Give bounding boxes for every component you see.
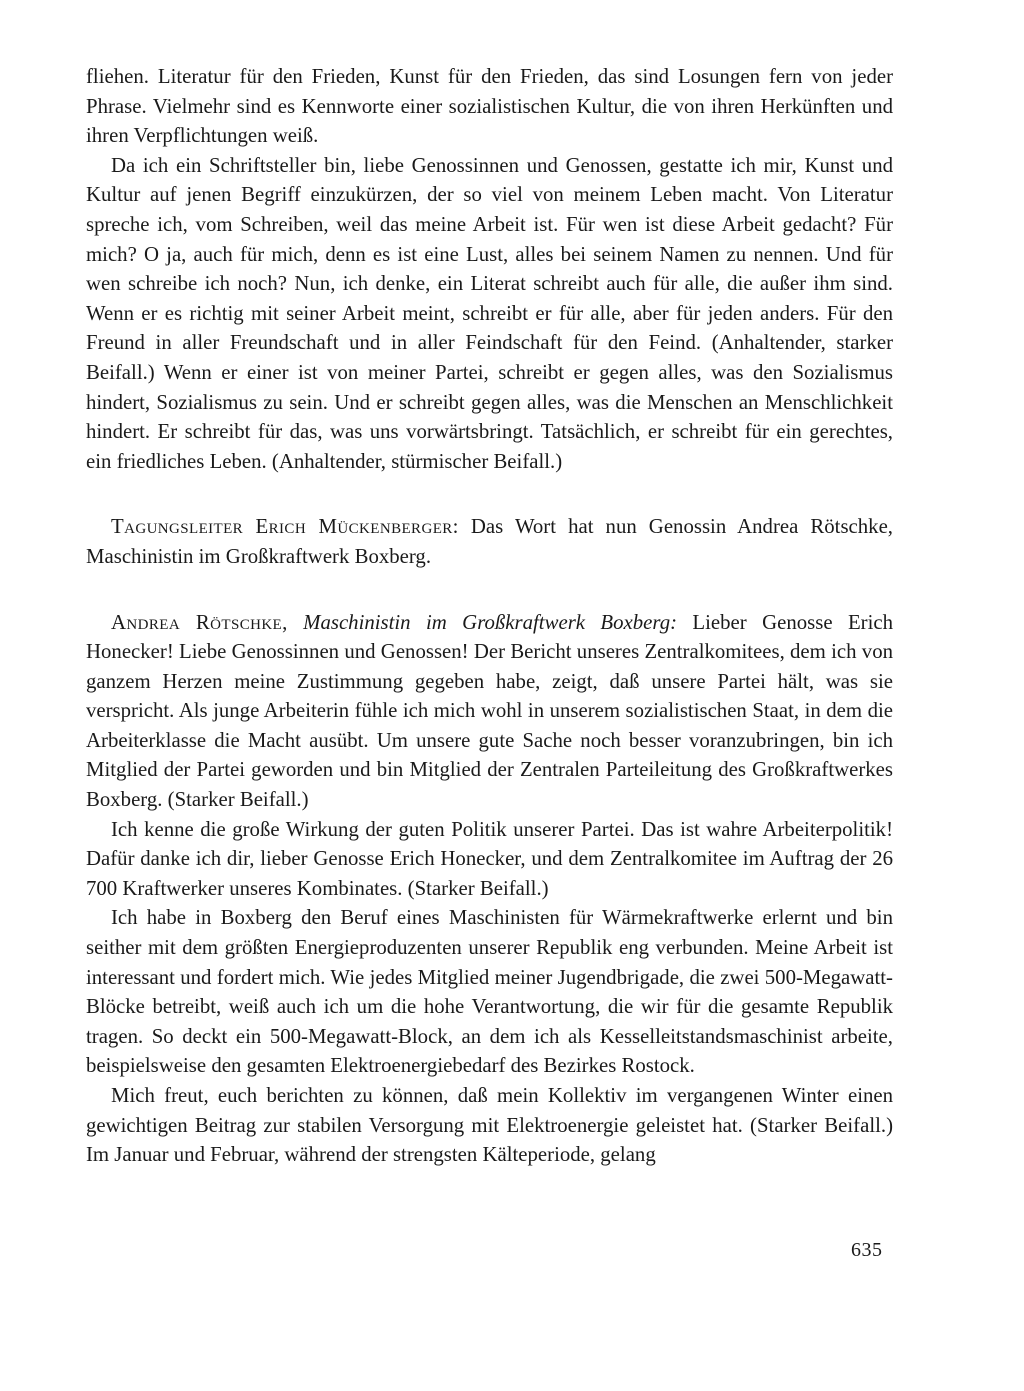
paragraph-continuation: fliehen. Literatur für den Frieden, Kunst für den Frieden, das sind Losungen fern von jeder Phrase. Vielmehr sind es Kennworte einer sozialistischen Kultur, die von ihren Herkünften und ihren Verpflichtungen weiß. <box>86 65 893 148</box>
paragraph-winter: Mich freut, euch berichten zu können, daß mein Kollektiv im vergangenen Winter einen gewichtigen Beitrag zur stabilen Versorgung mit Elektroenergie geleistet hat. (Starker Beifall.) Im Januar und Februar, während der strengsten Kälteperiode, gelang <box>86 1084 893 1167</box>
chair-announcement-text: Das Wort hat nun Genossin Andrea Rötschke, Maschinistin im Großkraftwerk Boxberg. <box>86 515 894 568</box>
paragraph-politics: Ich kenne die große Wirkung der guten Politik unserer Partei. Das ist wahre Arbeiterpolitik! Dafür danke ich dir, lieber Genosse Erich Honecker, und dem Zentralkomitee im Auftrag der 26 700 Kraftwerker unseres Kombinates. (Starker Beifall.) <box>86 817 893 900</box>
paragraph-writer: Da ich ein Schriftsteller bin, liebe Genossinnen und Genossen, gestatte ich mir, Kunst und Kultur auf jenen Begriff einzukürzen, der so viel von meinem Leben macht. Von Literatur spreche ich, vom Schreiben, weil das meine Arbeit ist. Für wen ist diese Arbeit gedacht? Für mich? O ja, auch für mich, denn es ist eine Lust, alles bei seinem Namen zu nennen. Und für wen schreibe ich noch? Nun, ich denke, ein Literat schreibt auch für alle, die außer ihm sind. Wenn er es richtig mit seiner Arbeit meint, schreibt er für alle, aber für jeden anders. Für den Freund in aller Freundschaft und in aller Feindschaft für den Feind. (Anhaltender, starker Beifall.) Wenn er einer ist von meiner Partei, schreibt er gegen alles, was den Sozialismus hindert, Sozialismus zu sein. Und er schreibt gegen alles, was die Menschen an Menschlichkeit hindert. Er schreibt für das, was uns vorwärtsbringt. Tatsächlich, er schreibt für ein gerechtes, ein friedliches Leben. (Anhaltender, stürmischer Beifall.) <box>86 153 893 473</box>
document-page <box>86 62 893 1170</box>
chair-speaker-name: Tagungsleiter Erich Mückenberger: <box>111 515 459 539</box>
speaker-name: Andrea Rötschke, <box>111 610 288 634</box>
page-number: 635 <box>851 1239 883 1261</box>
speaker-role: Maschinistin im Großkraftwerk Boxberg: <box>287 610 678 634</box>
speech-opening <box>86 608 893 815</box>
paragraph-boxberg: Ich habe in Boxberg den Beruf eines Maschinisten für Wärmekraftwerke erlernt und bin seither mit dem größten Energieproduzenten unserer Republik eng verbunden. Meine Arbeit ist interessant und fordert mich. Wie jedes Mitglied meiner Jugendbrigade, die zwei 500-Megawatt-Blöcke betreibt, weiß auch ich um die hohe Verantwortung, die wir für die gesamte Republik tragen. So deckt ein 500-Megawatt-Block, an dem ich als Kesselleitstandsmaschinist arbeite, beispielsweise den gesamten Elektroenergiebedarf des Bezirkes Rostock. <box>86 906 893 1078</box>
chair-announcement <box>86 512 893 571</box>
speech-opening-text: Lieber Genosse Erich Honecker! Liebe Genossinnen und Genossen! Der Bericht unseres Zentralkomitees, dem ich von ganzem Herzen meine Zustimmung gegeben habe, zeigt, daß unsere Partei hält, was sie verspricht. Als junge Arbeiterin fühle ich mich wohl in unserem sozialistischen Staat, in dem die Arbeiterklasse die Macht ausübt. Um unsere gute Sache noch besser voranzubringen, bin ich Mitglied der Partei geworden und bin Mitglied der Zentralen Parteileitung des Großkraftwerkes Boxberg. (Starker Beifall.) <box>86 610 893 812</box>
